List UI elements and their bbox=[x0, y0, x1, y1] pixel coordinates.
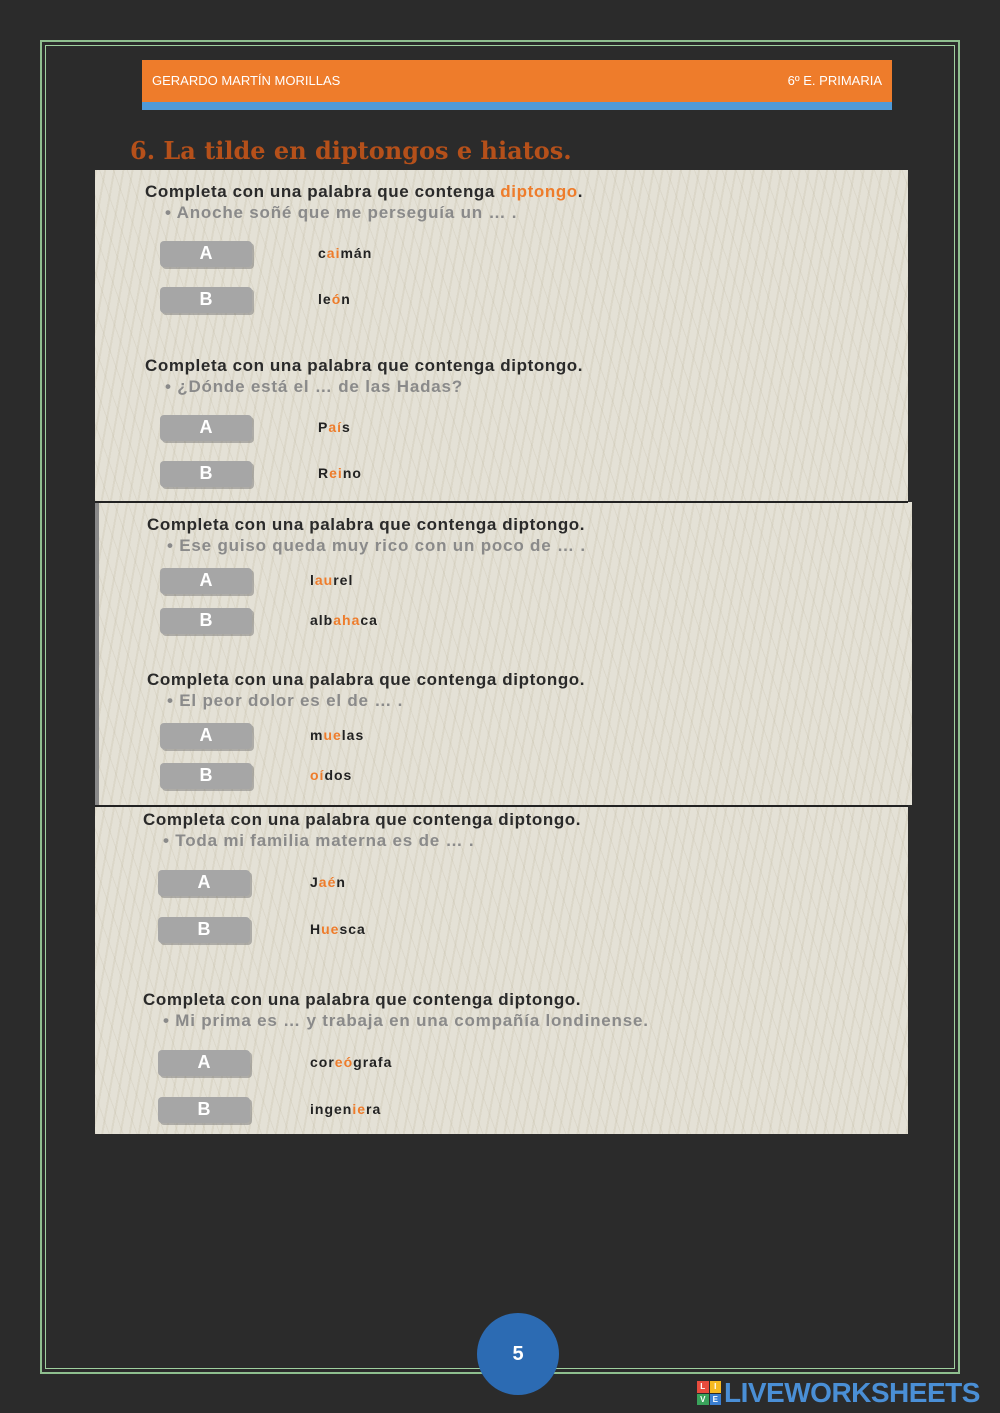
question-1 bbox=[145, 182, 583, 223]
exercise-panel-3 bbox=[95, 806, 908, 1134]
course-label: 6º E. PRIMARIA bbox=[787, 73, 882, 88]
option-word: oídos bbox=[310, 767, 353, 783]
option-word: Jaén bbox=[310, 874, 346, 890]
option-badge: B bbox=[160, 287, 252, 313]
option-badge: B bbox=[158, 917, 250, 943]
liveworksheets-logo-icon: L I V E bbox=[697, 1381, 721, 1405]
option-badge: A bbox=[160, 568, 252, 594]
option-word: ingeniera bbox=[310, 1101, 382, 1117]
option-word: coreógrafa bbox=[310, 1054, 393, 1070]
option-word: Reino bbox=[318, 465, 362, 481]
question-sentence: • ¿Dónde está el … de las Hadas? bbox=[165, 377, 463, 396]
question-6 bbox=[143, 990, 649, 1031]
page-header bbox=[142, 60, 892, 110]
option-badge: A bbox=[160, 241, 252, 267]
question-prompt: Completa con una palabra que contenga diptongo. bbox=[143, 810, 582, 829]
question-prompt: Completa con una palabra que contenga diptongo. bbox=[145, 356, 584, 375]
option-badge: B bbox=[160, 763, 252, 789]
question-sentence: • Toda mi familia materna es de … . bbox=[163, 831, 475, 850]
option-badge: A bbox=[158, 1050, 250, 1076]
option-badge: B bbox=[160, 461, 252, 487]
question-sentence: • Anoche soñé que me perseguía un … . bbox=[165, 203, 518, 222]
question-2 bbox=[145, 356, 583, 397]
question-prompt: Completa con una palabra que contenga diptongo. bbox=[143, 990, 582, 1009]
author-name: GERARDO MARTÍN MORILLAS bbox=[152, 73, 341, 88]
option-word: caimán bbox=[318, 245, 373, 261]
section-title: 6. La tilde en diptongos e hiatos. bbox=[130, 136, 572, 165]
question-prompt: Completa con una palabra que contenga diptongo. bbox=[147, 515, 586, 534]
option-badge: B bbox=[158, 1097, 250, 1123]
question-sentence: • El peor dolor es el de … . bbox=[167, 691, 404, 710]
option-word: muelas bbox=[310, 727, 365, 743]
question-sentence: • Mi prima es … y trabaja en una compañía londinense. bbox=[163, 1011, 649, 1030]
page-number: 5 bbox=[477, 1313, 559, 1395]
option-word: león bbox=[318, 291, 351, 307]
question-4 bbox=[147, 670, 585, 711]
question-3 bbox=[147, 515, 586, 556]
option-badge: A bbox=[160, 415, 252, 441]
panel-divider bbox=[95, 501, 908, 503]
option-word: Huesca bbox=[310, 921, 366, 937]
option-badge: B bbox=[160, 608, 252, 634]
liveworksheets-logo bbox=[697, 1378, 980, 1408]
option-word: laurel bbox=[310, 572, 354, 588]
question-5 bbox=[143, 810, 581, 851]
option-badge: A bbox=[160, 723, 252, 749]
option-badge: A bbox=[158, 870, 250, 896]
question-prompt: Completa con una palabra que contenga diptongo. bbox=[147, 670, 586, 689]
question-prompt: Completa con una palabra que contenga diptongo. bbox=[145, 182, 584, 201]
question-sentence: • Ese guiso queda muy rico con un poco de … . bbox=[167, 536, 586, 555]
option-word: albahaca bbox=[310, 612, 378, 628]
brand-name: LIVEWORKSHEETS bbox=[724, 1377, 980, 1408]
option-word: País bbox=[318, 419, 351, 435]
panel-divider bbox=[95, 805, 908, 807]
